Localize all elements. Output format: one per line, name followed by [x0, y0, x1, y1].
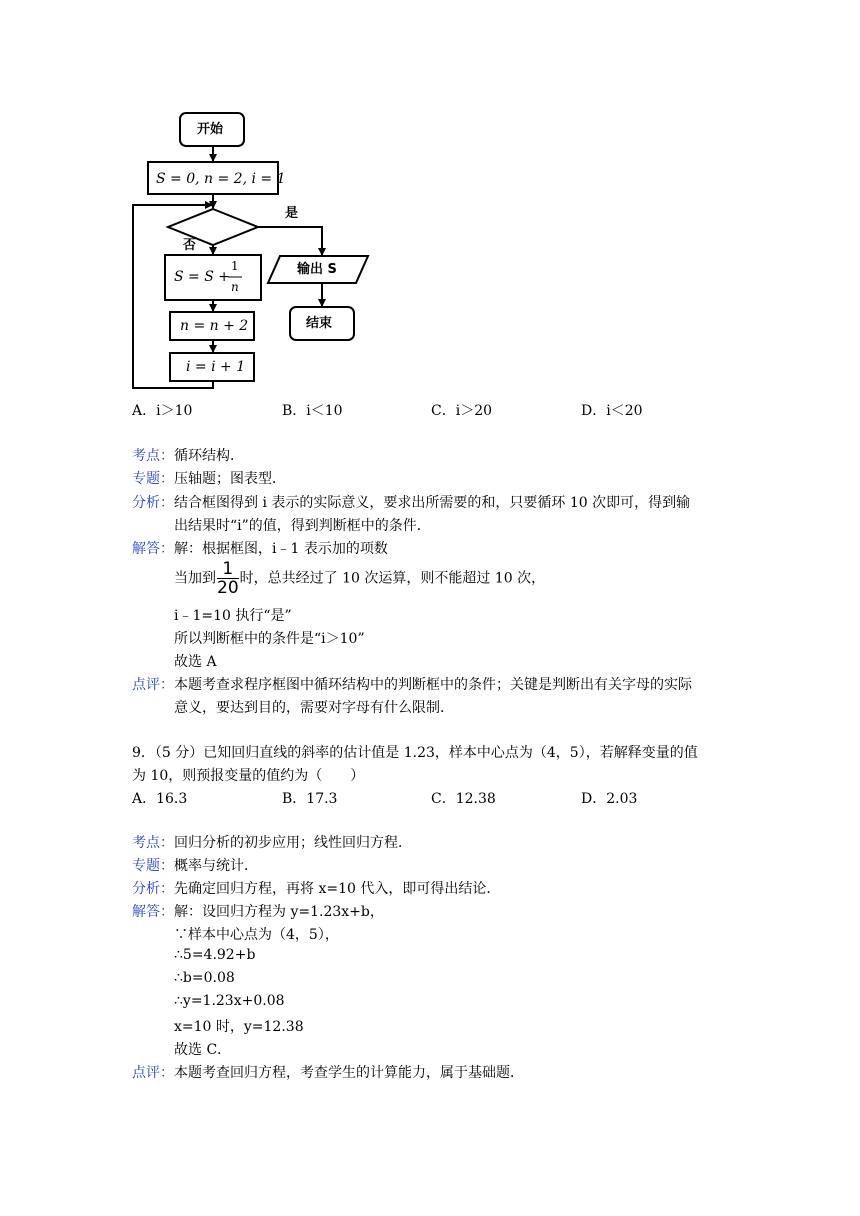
q8-fenxi — [132, 492, 690, 512]
q8-kaodian-text: 循环结构． — [174, 448, 244, 464]
q8-kaodian — [132, 445, 244, 465]
q8-jieda-line5: 故选 A — [174, 654, 217, 670]
q8-dianping-line1: 本题考查求程序框图中循环结构中的判断框中的条件；关键是判断出有关字母的实际 — [174, 677, 692, 693]
output-label: 输出 S — [297, 262, 337, 277]
q9-option-b: B．17.3 — [282, 791, 338, 807]
q8-zhuanti — [132, 468, 286, 488]
q8-jieda-label: 解答： — [132, 541, 174, 557]
q8-jieda — [132, 538, 388, 558]
q8-jieda-line2 — [174, 560, 545, 597]
q9-fenxi-label: 分析： — [132, 881, 174, 897]
q8-jieda-line4: 所以判断框中的条件是“i＞10” — [174, 631, 365, 647]
q9-kaodian-label: 考点： — [132, 835, 174, 851]
i-label: i = i + 1 — [186, 359, 246, 375]
q8-fraction — [217, 560, 239, 597]
q9-jieda-label: 解答： — [132, 904, 174, 920]
n-label: n = n + 2 — [180, 318, 249, 334]
q8-fraction-den: 20 — [217, 578, 239, 598]
q9-dianping-text: 本题考查回归方程，考查学生的计算能力，属于基础题． — [174, 1065, 524, 1081]
q9-stem-line1: 9．（5 分）已知回归直线的斜率的估计值是 1.23，样本中心点为（4，5），若解释变量的值 — [132, 745, 698, 761]
q8-dianping-label: 点评： — [132, 677, 174, 693]
flowchart — [128, 110, 378, 395]
q9-jieda-line6: x=10 时，y=12.38 — [174, 1019, 304, 1035]
q9-dianping-label: 点评： — [132, 1065, 174, 1081]
q9-zhuanti-label: 专题： — [132, 858, 174, 874]
q8-jieda-line1: 解：根据框图，i﹣1 表示加的项数 — [174, 541, 388, 557]
q9-zhuanti — [132, 855, 258, 875]
sum-denominator: n — [231, 280, 239, 294]
q9-jieda — [132, 901, 384, 921]
q9-jieda-line4: ∴b=0.08 — [174, 970, 235, 986]
q8-jieda-line2a: 当加到 — [174, 570, 216, 587]
q8-fenxi-label: 分析： — [132, 495, 174, 511]
q9-stem-line2: 为 10，则预报变量的值约为（ ） — [132, 768, 365, 784]
q8-option-c: C．i＞20 — [431, 403, 493, 419]
flowchart-shapes — [128, 110, 378, 395]
q9-jieda-line3: ∴5=4.92+b — [174, 947, 256, 963]
init-label: S = 0, n = 2, i = 1 — [156, 171, 286, 187]
q9-kaodian-text: 回归分析的初步应用；线性回归方程． — [174, 835, 412, 851]
sum-fraction-bar — [228, 276, 242, 278]
q9-option-a: A．16.3 — [132, 791, 188, 807]
q8-jieda-line3: i﹣1=10 执行“是” — [174, 608, 292, 624]
q8-jieda-line2b: 时，总共经过了 10 次运算，则不能超过 10 次， — [239, 570, 546, 587]
q9-zhuanti-text: 概率与统计． — [174, 858, 258, 874]
sum-lhs: S = S + — [174, 269, 230, 285]
no-label: 否 — [183, 238, 197, 253]
q8-fraction-num: 1 — [217, 560, 239, 579]
q9-kaodian — [132, 832, 412, 852]
q8-dianping — [132, 674, 692, 694]
q8-option-d: D．i＜20 — [581, 403, 643, 419]
q8-dianping-line2: 意义，要达到目的，需要对字母有什么限制． — [174, 700, 454, 716]
q9-jieda-line2: ∵样本中心点为（4，5）， — [174, 927, 339, 943]
q9-fenxi-text: 先确定回归方程，再将 x=10 代入，即可得出结论． — [174, 881, 501, 897]
end-label: 结束 — [306, 316, 333, 331]
yes-label: 是 — [285, 206, 299, 221]
start-label: 开始 — [197, 122, 224, 137]
sum-numerator: 1 — [231, 259, 239, 273]
q9-option-d: D．2.03 — [581, 791, 638, 807]
decision-diamond — [168, 209, 258, 245]
q8-fenxi-line1: 结合框图得到 i 表示的实际意义，要求出所需要的和，只要循环 10 次即可，得到输 — [174, 495, 691, 511]
q9-option-c: C．12.38 — [431, 791, 496, 807]
q9-jieda-line1: 解：设回归方程为 y=1.23x+b， — [174, 904, 384, 920]
q8-option-b: B．i＜10 — [282, 403, 343, 419]
q8-fenxi-line2: 出结果时“i”的值，得到判断框中的条件． — [174, 518, 431, 534]
q8-option-a: A．i＞10 — [132, 403, 193, 419]
q8-zhuanti-text: 压轴题；图表型． — [174, 471, 286, 487]
q9-dianping — [132, 1062, 524, 1082]
q9-fenxi — [132, 878, 500, 898]
q9-jieda-line5: ∴y=1.23x+0.08 — [174, 993, 285, 1009]
q9-jieda-line7: 故选 C． — [174, 1042, 232, 1058]
q8-zhuanti-label: 专题： — [132, 471, 174, 487]
q8-kaodian-label: 考点： — [132, 448, 174, 464]
